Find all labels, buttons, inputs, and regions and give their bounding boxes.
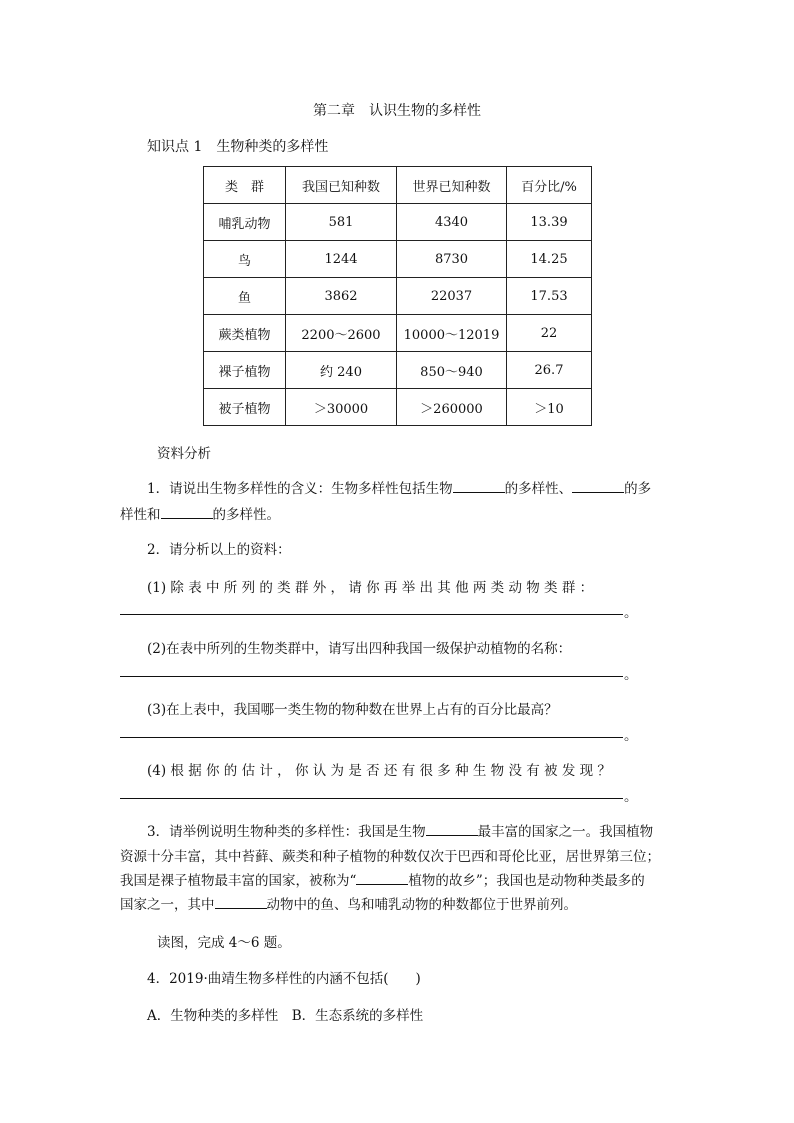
q3-text: 动物中的鱼、鸟和哺乳动物的种数都位于世界前列。	[266, 897, 577, 913]
table-cell: 581	[286, 204, 397, 241]
table-row	[204, 389, 592, 426]
table-cell: 13.39	[507, 204, 592, 241]
answer-line[interactable]	[120, 676, 623, 677]
table-cell: 10000～12019	[397, 315, 507, 352]
table-cell: 22037	[397, 278, 507, 315]
q3-text: 国家之一，其中	[120, 897, 215, 913]
period-mark: 。	[624, 605, 638, 621]
answer-blank[interactable]	[426, 821, 478, 836]
table-cell: 蕨类植物	[204, 315, 286, 352]
period-mark: 。	[624, 789, 638, 805]
table-cell: ＞10	[507, 389, 592, 426]
question-2-3: (3)在上表中，我国哪一类生物的物种数在世界上占有的百分比最高？	[147, 702, 558, 718]
knowledge-point-heading: 知识点 1 生物种类的多样性	[147, 139, 329, 155]
table-cell: 约 240	[286, 352, 397, 389]
table-header-cell: 世界已知种数	[397, 167, 507, 204]
q3-text: 3．请举例说明生物种类的多样性：我国是生物	[147, 824, 426, 840]
answer-blank[interactable]	[161, 504, 213, 519]
read-instruction: 读图，完成 4～6 题。	[157, 935, 291, 951]
table-cell: ＞30000	[286, 389, 397, 426]
answer-blank[interactable]	[356, 870, 408, 885]
answer-blank[interactable]	[215, 894, 267, 909]
question-1-line-1	[147, 477, 651, 497]
question-2-1: (1) 除 表 中 所 列 的 类 群 外 ， 请 你 再 举 出 其 他 两 类 动 物 类 群 ：	[147, 580, 594, 596]
table-cell: 裸子植物	[204, 352, 286, 389]
answer-line[interactable]	[120, 798, 623, 799]
table-cell: 2200～2600	[286, 315, 397, 352]
table-cell: 被子植物	[204, 389, 286, 426]
table-cell: 哺乳动物	[204, 204, 286, 241]
question-2-4: (4) 根 据 你 的 估 计 ， 你 认 为 是 否 还 有 很 多 种 生 物 没 有 被 发 现 ？	[147, 763, 611, 779]
table-row	[204, 204, 592, 241]
table-cell: 17.53	[507, 278, 592, 315]
answer-line[interactable]	[120, 737, 623, 738]
table-cell: 14.25	[507, 241, 592, 278]
species-table	[203, 166, 592, 426]
q1-text-d: 样性和	[120, 507, 161, 523]
table-row	[204, 315, 592, 352]
table-header-row	[204, 167, 592, 204]
table-cell: 26.7	[507, 352, 592, 389]
answer-blank[interactable]	[572, 478, 624, 493]
q1-text-a: 1．请说出生物多样性的含义：生物多样性包括生物	[147, 481, 453, 497]
table-cell: 22	[507, 315, 592, 352]
question-2-intro: 2．请分析以上的资料：	[147, 542, 291, 558]
question-3-line-3	[120, 869, 645, 889]
table-cell: 3862	[286, 278, 397, 315]
period-mark: 。	[624, 667, 638, 683]
period-mark: 。	[624, 728, 638, 744]
question-4: 4．2019·曲靖生物多样性的内涵不包括( )	[147, 971, 421, 987]
table-header-cell: 类 群	[204, 167, 286, 204]
question-3-line-2: 资源十分丰富，其中苔藓、蕨类和种子植物的种数仅次于巴西和哥伦比亚，居世界第三位；	[120, 849, 660, 865]
q1-text-e: 的多样性。	[212, 507, 280, 523]
question-4-options: A．生物种类的多样性 B．生态系统的多样性	[147, 1008, 424, 1024]
q3-text: 植物的故乡”；我国也是动物种类最多的	[408, 873, 645, 889]
page-title: 第二章 认识生物的多样性	[313, 103, 481, 119]
table-cell: 8730	[397, 241, 507, 278]
question-3-line-1	[147, 820, 653, 840]
question-3-line-4	[120, 893, 577, 913]
q1-text-c: 的多	[624, 481, 652, 497]
table-row	[204, 352, 592, 389]
data-analysis-label: 资料分析	[157, 446, 211, 462]
q1-text-b: 的多样性、	[504, 481, 573, 497]
table-cell: 1244	[286, 241, 397, 278]
answer-line[interactable]	[120, 614, 623, 615]
q3-text: 最丰富的国家之一。我国植物	[477, 824, 654, 840]
q3-text: 我国是裸子植物最丰富的国家，被称为“	[120, 873, 357, 889]
table-cell: ＞260000	[397, 389, 507, 426]
table-cell: 850～940	[397, 352, 507, 389]
table-row	[204, 278, 592, 315]
table-header-cell: 百分比/%	[507, 167, 592, 204]
table-header-cell: 我国已知种数	[286, 167, 397, 204]
table-row	[204, 241, 592, 278]
table-cell: 4340	[397, 204, 507, 241]
question-1-line-2	[120, 503, 280, 523]
table-cell: 鸟	[204, 241, 286, 278]
answer-blank[interactable]	[453, 478, 505, 493]
table-cell: 鱼	[204, 278, 286, 315]
question-2-2: (2)在表中所列的生物类群中，请写出四种我国一级保护动植物的名称：	[147, 641, 572, 657]
